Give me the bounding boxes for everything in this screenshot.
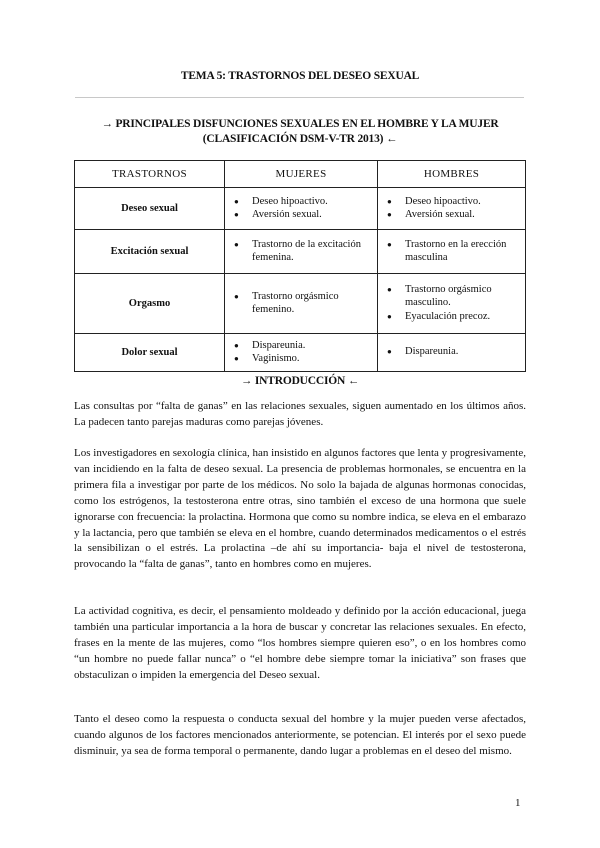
men-cell <box>378 274 526 334</box>
header-hombres: HOMBRES <box>378 161 526 188</box>
row-label: Deseo sexual <box>75 188 225 230</box>
row-label: Dolor sexual <box>75 334 225 372</box>
section-heading-introduction: → INTRODUCCIÓN ← <box>240 375 360 387</box>
table-header-row <box>75 161 526 188</box>
men-cell <box>378 334 526 372</box>
header-mujeres: MUJERES <box>225 161 378 188</box>
women-cell <box>225 334 378 372</box>
women-cell <box>225 274 378 334</box>
list-item: ● Aversión sexual. <box>386 208 521 222</box>
men-cell <box>378 230 526 274</box>
title-divider <box>75 97 524 98</box>
list-item: ● Trastorno en la erección masculina <box>386 238 521 265</box>
table-row <box>75 188 526 230</box>
row-label: Orgasmo <box>75 274 225 334</box>
section-heading-line: (CLASIFICACIÓN DSM-V-TR 2013) ← <box>202 133 398 145</box>
paragraph: Los investigadores en sexología clínica, han insistido en algunos factores que lenta y progresivamente, van incidiendo en la falta de deseo sexual. La presencia de problemas hormonales, se encuentra en la primera fila a investigar por parte de los médicos. No solo la bajada de algunas hormonas conocidas, como los estrógenos, la testosterona entre otras, sino también el exceso de una hormona que suele ignorarse con frecuencia: la prolactina. Hormona que como su nombre indica, se eleva en el embarazo y la lactancia, pero que también se eleva en el hombre, cuando determinados medicamentos o el estrés la sensibilizan o el estrés. La prolactina –de ahí su importancia- baja el nivel de testosterona, provocando la “falta de ganas”, tanto en hombres como en mujeres. <box>74 447 526 571</box>
page-number: 1 <box>515 797 521 809</box>
list-item: ● Trastorno de la excitación femenina. <box>233 238 373 265</box>
list-item: ● Trastorno orgásmico masculino. <box>386 283 521 310</box>
table-row <box>75 334 526 372</box>
list-item: ● Dispareunia. <box>233 339 373 353</box>
paragraph: Tanto el deseo como la respuesta o conducta sexual del hombre y la mujer pueden verse afectados, cuando algunos de los factores mencionados anteriormente, se potencian. El interés por el sexo puede disminuir, ya sea de forma temporal o permanente, dando lugar a problemas en el deseo del mismo. <box>74 713 526 757</box>
list-item: ● Eyaculación precoz. <box>386 310 521 324</box>
disorders-table <box>74 160 526 372</box>
list-item: ● Deseo hipoactivo. <box>233 195 373 209</box>
table-row <box>75 274 526 334</box>
section-heading-line: → PRINCIPALES DISFUNCIONES SEXUALES EN EL HOMBRE Y LA MUJER <box>101 118 499 130</box>
section-heading-classification <box>75 117 525 147</box>
list-item: ● Aversión sexual. <box>233 208 373 222</box>
women-cell <box>225 188 378 230</box>
list-item: ● Trastorno orgásmico femenino. <box>233 290 373 317</box>
paragraph: La actividad cognitiva, es decir, el pensamiento moldeado y definido por la acción educacional, juega también una particular importancia a la hora de buscar y concretar las relaciones sexuales. En efecto, frases en la mente de las mujeres, como “los hombres siempre quieren eso”, o en los hombres como “un hombre no puede fallar nunca” o “el hombre debe siempre tomar la iniciativa” son frases que obstaculizan o impiden la emergencia del Deseo sexual. <box>74 605 526 681</box>
header-trastornos: TRASTORNOS <box>75 161 225 188</box>
paragraph: Las consultas por “falta de ganas” en las relaciones sexuales, siguen aumentado en los últimos años. La padecen tanto parejas maduras como parejas jóvenes. <box>74 400 526 428</box>
men-cell <box>378 188 526 230</box>
page-title: TEMA 5: TRASTORNOS DEL DESEO SEXUAL <box>180 70 420 82</box>
list-item: ● Dispareunia. <box>386 345 521 359</box>
list-item: ● Vaginismo. <box>233 352 373 366</box>
table-row <box>75 230 526 274</box>
row-label: Excitación sexual <box>75 230 225 274</box>
women-cell <box>225 230 378 274</box>
list-item: ● Deseo hipoactivo. <box>386 195 521 209</box>
